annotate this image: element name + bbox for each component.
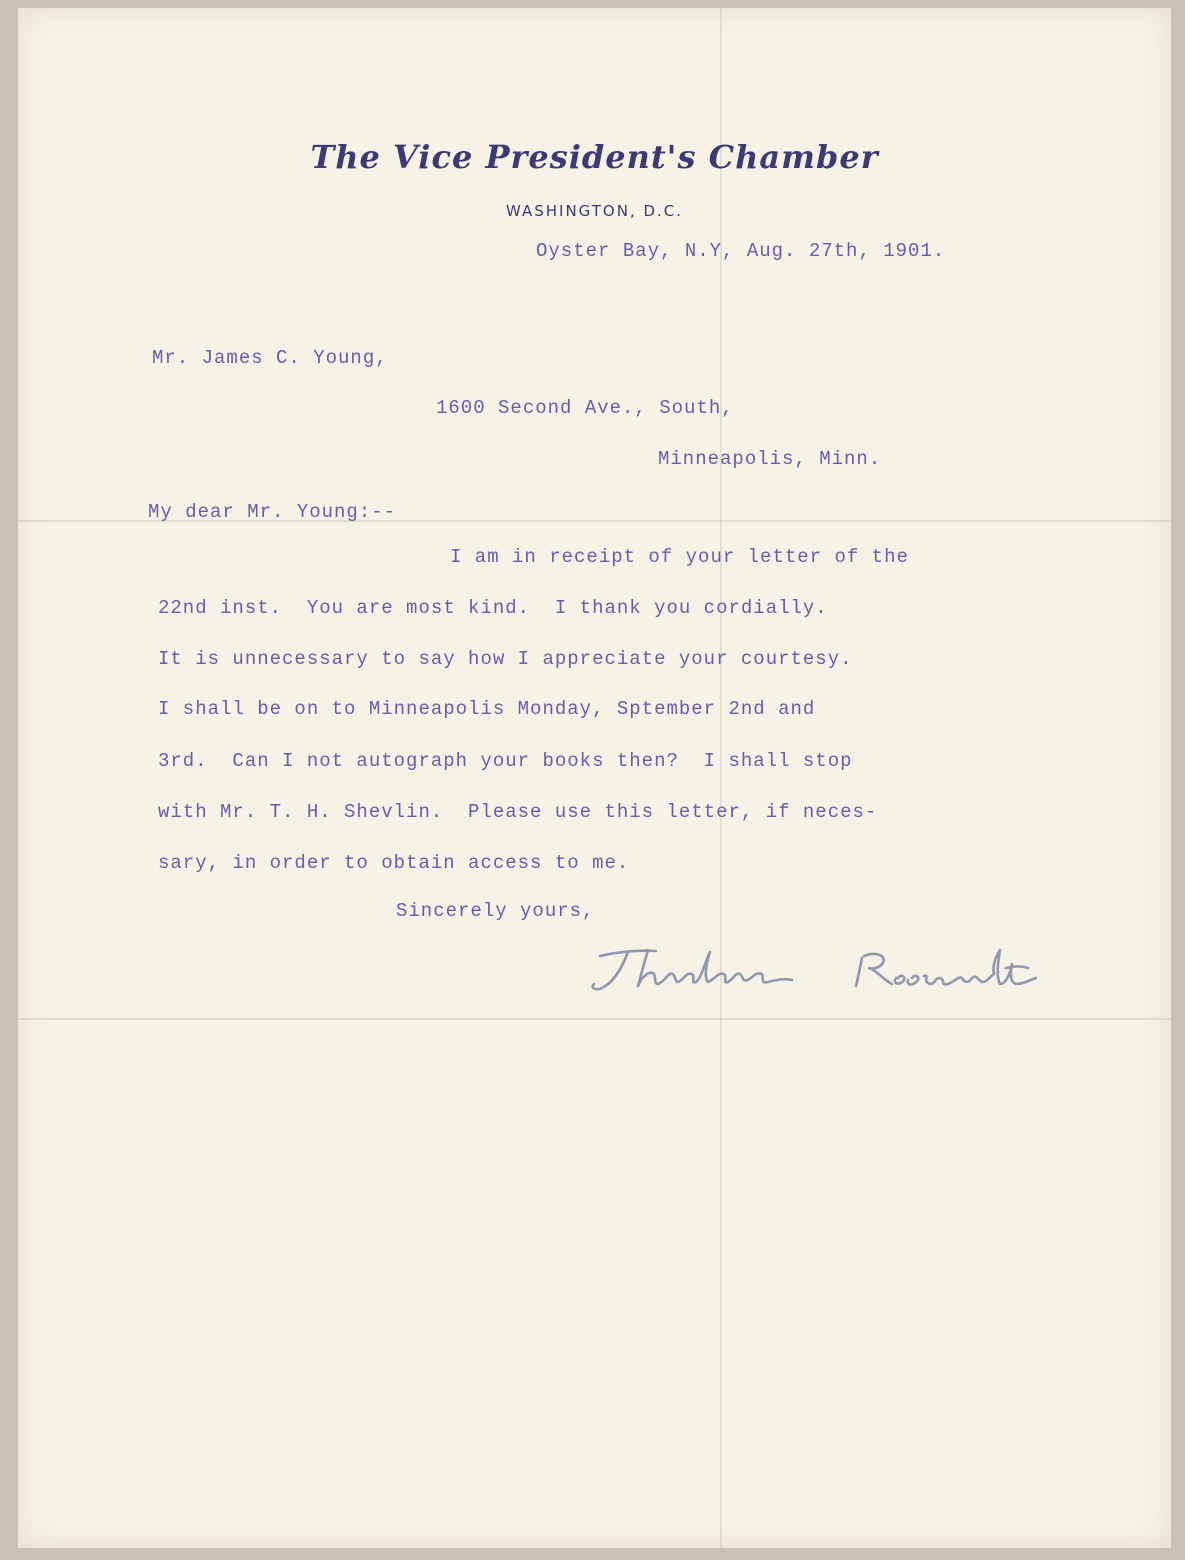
recipient-city: Minneapolis, Minn. [658, 448, 882, 470]
body-line-6: with Mr. T. H. Shevlin. Please use this letter, if neces- [158, 801, 878, 823]
fold-line-lower [18, 1018, 1171, 1020]
body-line-1: I am in receipt of your letter of the [450, 546, 909, 568]
body-line-3: It is unnecessary to say how I appreciate your courtesy. [158, 648, 853, 670]
letterhead-title: The Vice President's Chamber [310, 138, 879, 176]
handwritten-signature [578, 938, 1158, 1008]
body-line-5: 3rd. Can I not autograph your books then? I shall stop [158, 750, 853, 772]
body-line-7: sary, in order to obtain access to me. [158, 852, 630, 874]
body-line-4: I shall be on to Minneapolis Monday, Sptember 2nd and [158, 698, 816, 720]
recipient-name: Mr. James C. Young, [152, 347, 388, 369]
body-line-2: 22nd inst. You are most kind. I thank you cordially. [158, 597, 828, 619]
dateline: Oyster Bay, N.Y, Aug. 27th, 1901. [536, 240, 946, 262]
closing: Sincerely yours, [396, 900, 595, 922]
fold-line-vertical [720, 8, 722, 1548]
letter-page [18, 8, 1171, 1548]
letterhead-city: WASHINGTON, D.C. [505, 202, 684, 220]
recipient-street: 1600 Second Ave., South, [436, 397, 734, 419]
salutation: My dear Mr. Young:-- [148, 501, 397, 523]
